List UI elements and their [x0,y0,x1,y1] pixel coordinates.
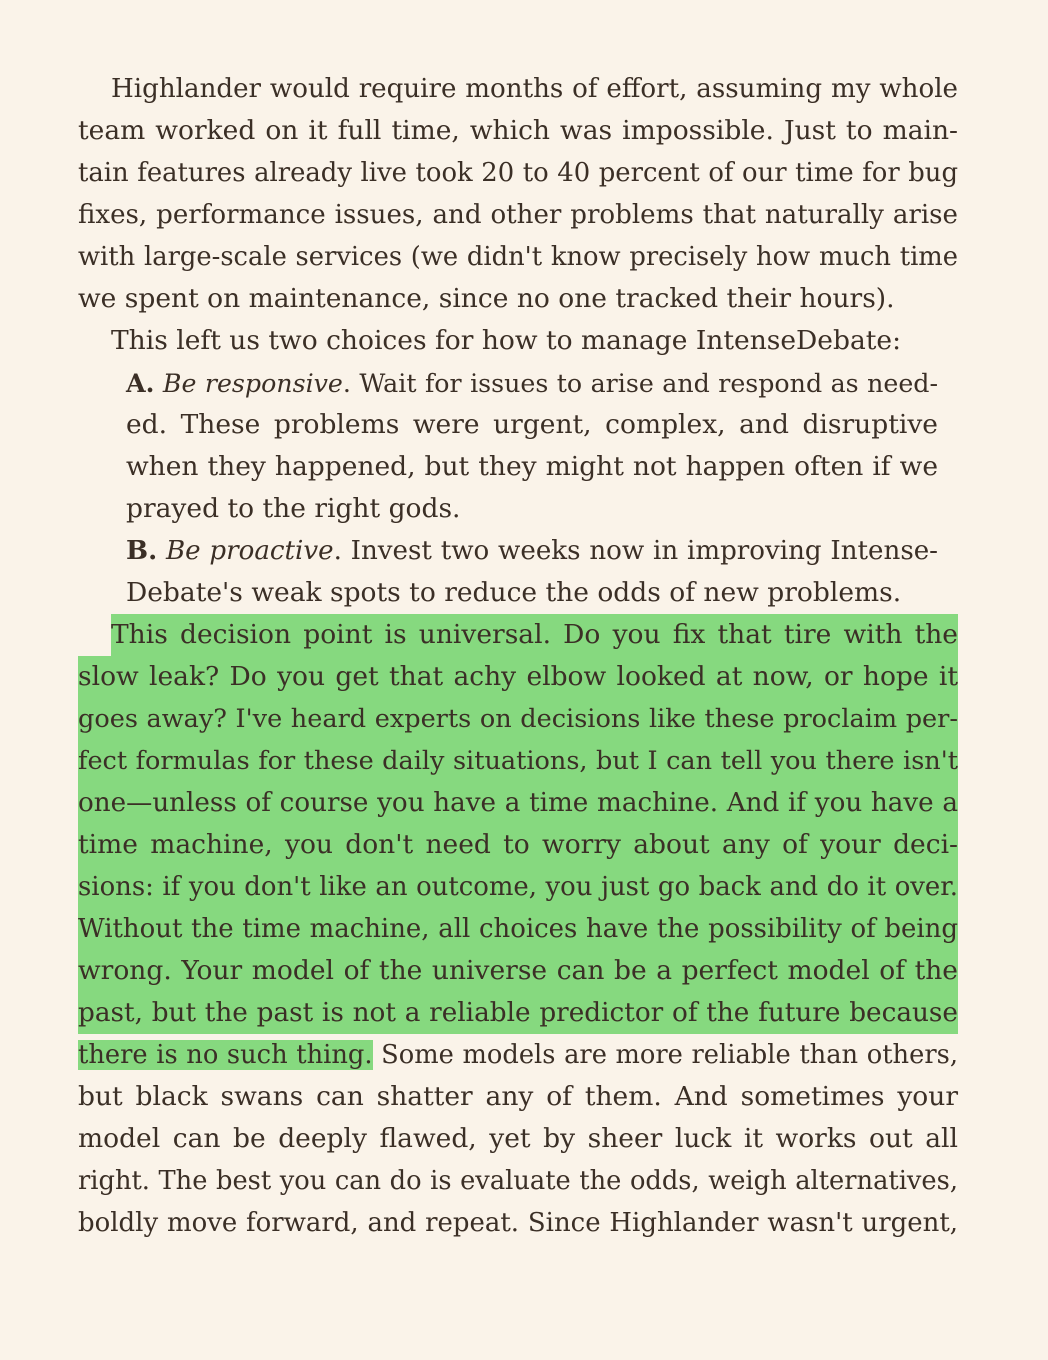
highlighted-line: goes away? I've heard experts on decisions like these proclaim per- [78,698,958,740]
book-page [78,68,958,1244]
highlighted-line: Without the time machine, all choices have the possibility of being [78,908,958,950]
paragraph-2 [78,320,958,362]
text-line: we spent on maintenance, since no one tracked their hours). [78,283,895,314]
highlighted-line: one—unless of course you have a time machine. And if you have a [78,782,958,824]
paragraph-1 [78,68,958,320]
text-line: with large-scale services (we didn't know precisely how much time [78,242,958,272]
mixed-highlight-line [78,1034,958,1076]
text-span: Some models are more reliable than others, [372,1040,958,1070]
option-a [78,362,958,530]
paragraph-3 [78,614,958,1244]
text-line: model can be deeply flawed, yet by sheer luck it works out all [78,1123,958,1154]
highlighted-line: wrong. Your model of the universe can be a perfect model of the [78,950,958,992]
highlight-span: there is no such thing. [78,1040,373,1070]
option-b-title: Be proactive [165,536,334,566]
highlighted-line: time machine, you don't need to worry about any of your deci- [78,824,958,866]
option-b-text: . Invest two weeks now in improving Intense- [333,536,938,566]
text-line: tain features already live took 20 to 40 percent of our time for bug [78,158,958,188]
text-line: Debate's weak spots to reduce the odds of new problems. [126,577,902,608]
option-b-letter: B. [126,535,158,566]
text-line: when they happened, but they might not happen often if we [126,451,938,482]
highlighted-line: fect formulas for these daily situations, but I can tell you there isn't [78,740,958,782]
option-b-first-line [78,530,938,572]
text-line: prayed to the right gods. [126,493,461,524]
text-line: boldly move forward, and repeat. Since Highlander wasn't urgent, [78,1208,958,1238]
text-line: Highlander would require months of effort, assuming my whole [111,74,958,104]
option-a-title: Be responsive [162,369,343,398]
highlighted-line: sions: if you don't like an outcome, you just go back and do it over. [78,866,958,908]
option-b [78,530,958,614]
text-line: but black swans can shatter any of them. And sometimes your [78,1081,958,1112]
text-line: ed. These problems were urgent, complex, and disruptive [126,409,938,440]
highlighted-line: slow leak? Do you get that achy elbow looked at now, or hope it [78,656,958,698]
text-line: right. The best you can do is evaluate the odds, weigh alternatives, [78,1166,958,1196]
option-a-text: . Wait for issues to arise and respond as need- [342,369,939,398]
highlighted-line: This decision point is universal. Do you fix that tire with the [111,614,958,656]
text-line: fixes, performance issues, and other problems that naturally arise [78,200,958,230]
highlighted-line: past, but the past is not a reliable predictor of the future because [78,992,958,1034]
text-line: team worked on it full time, which was impossible. Just to main- [78,115,958,146]
text-line: This left us two choices for how to manage IntenseDebate: [111,325,902,356]
option-a-first-line [78,362,938,404]
option-a-letter: A. [126,368,155,398]
